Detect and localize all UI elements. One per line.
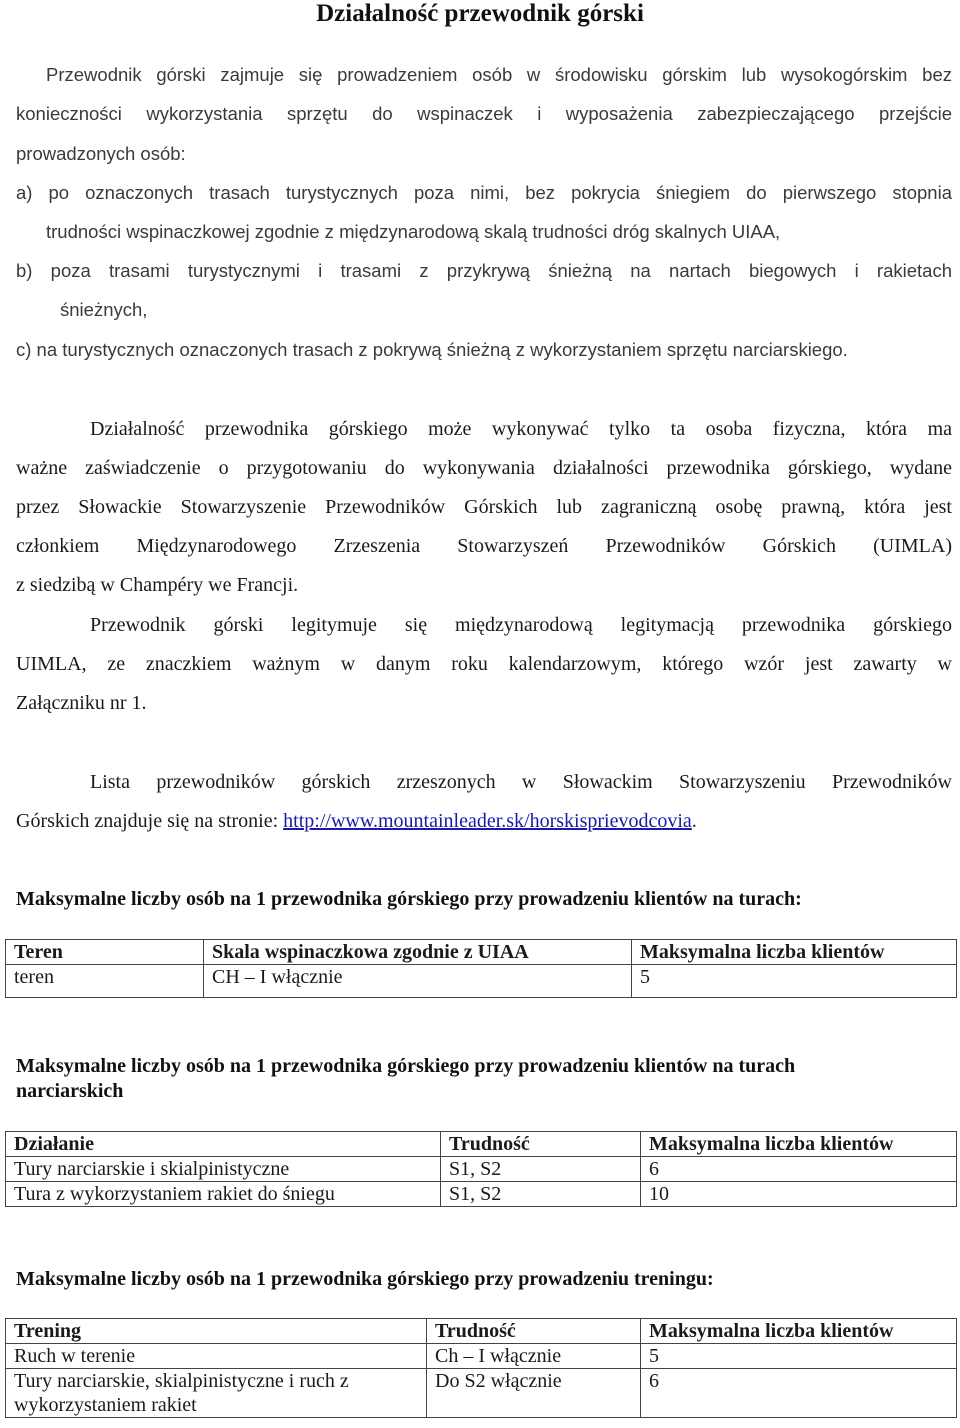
- table-row: [6, 1369, 957, 1418]
- table-header-cell: Maksymalna liczba klientów: [641, 1319, 957, 1344]
- table-cell: Tura z wykorzystaniem rakiet do śniegu: [6, 1182, 441, 1207]
- table-cell: Ch – I włącznie: [427, 1344, 641, 1369]
- table-cell: S1, S2: [441, 1157, 641, 1182]
- table-cell: Tury narciarskie, skialpinistyczne i ruch z wykorzystaniem rakiet: [6, 1369, 427, 1418]
- list-item-a-line-2: trudności wspinaczkowej zgodnie z międzynarodową skalą trudności dróg skalnych UIAA,: [46, 221, 781, 242]
- table-row: [6, 1182, 957, 1207]
- table-cell: S1, S2: [441, 1182, 641, 1207]
- table-header-cell: Trudność: [441, 1132, 641, 1157]
- table-row: [6, 1344, 957, 1369]
- table-cell: teren: [6, 965, 204, 998]
- table-cell: CH – I włącznie: [204, 965, 632, 998]
- para2-line-3: przez Słowackie Stowarzyszenie Przewodników Górskich lub zagraniczną osobę prawną, która jest: [16, 496, 952, 518]
- intro-line-1: Przewodnik górski zajmuje się prowadzeniem osób w środowisku górskim lub wysokogórskim bez: [46, 64, 952, 85]
- list-item-b-line-1: b) poza trasami turystycznymi i trasami z przykrywą śnieżną na nartach biegowych i rakietach: [16, 260, 952, 281]
- para2-line-4: członkiem Międzynarodowego Zrzeszenia Stowarzyszeń Przewodników Górskich (UIMLA): [16, 535, 952, 557]
- table-header-row: [6, 1319, 957, 1344]
- para4-line-2-prefix: Górskich znajduje się na stronie:: [16, 810, 284, 832]
- para3-line-2: UIMLA, ze znaczkiem ważnym w danym roku kalendarzowym, którego wzór jest zawarty w: [16, 653, 952, 675]
- list-item-a-line-1: a) po oznaczonych trasach turystycznych poza nimi, bez pokrycia śniegiem do pierwszego stopnia: [16, 182, 952, 203]
- table-cell: 5: [641, 1344, 957, 1369]
- para4-line-2: [16, 809, 697, 833]
- para2-line-1: Działalność przewodnika górskiego może wykonywać tylko ta osoba fizyczna, która ma: [90, 418, 952, 440]
- table-header-cell: Skala wspinaczkowa zgodnie z UIAA: [204, 940, 632, 965]
- table-header-cell: Działanie: [6, 1132, 441, 1157]
- terrain-table: [5, 939, 957, 998]
- section3-heading: Maksymalne liczby osób na 1 przewodnika górskiego przy prowadzeniu treningu:: [16, 1268, 714, 1290]
- table-header-cell: Teren: [6, 940, 204, 965]
- table-cell: 6: [641, 1157, 957, 1182]
- table-row: [6, 1157, 957, 1182]
- table-cell: 5: [632, 965, 957, 998]
- table-cell: 6: [641, 1369, 957, 1418]
- intro-line-2: konieczności wykorzystania sprzętu do wspinaczek i wyposażenia zabezpieczającego przejście: [16, 103, 952, 124]
- para2-line-5: z siedzibą w Champéry we Francji.: [16, 574, 299, 596]
- intro-line-3: prowadzonych osób:: [16, 143, 186, 164]
- section2-heading-line-2: narciarskich: [16, 1080, 124, 1102]
- table-row: [6, 965, 957, 998]
- para4-line-1: Lista przewodników górskich zrzeszonych w Słowackim Stowarzyszeniu Przewodników: [90, 771, 952, 793]
- guides-list-link[interactable]: http://www.mountainleader.sk/horskisprievodcovia: [283, 810, 692, 832]
- table-header-row: [6, 1132, 957, 1157]
- table-cell: Ruch w terenie: [6, 1344, 427, 1369]
- para3-line-1: Przewodnik górski legitymuje się międzynarodową legitymacją przewodnika górskiego: [90, 614, 952, 636]
- table-header-row: [6, 940, 957, 965]
- ski-tours-table: [5, 1131, 957, 1207]
- table-header-cell: Maksymalna liczba klientów: [641, 1132, 957, 1157]
- table-cell: Tury narciarskie i skialpinistyczne: [6, 1157, 441, 1182]
- table-header-cell: Trudność: [427, 1319, 641, 1344]
- list-item-b-line-2: śnieżnych,: [60, 299, 148, 320]
- table-cell: Do S2 włącznie: [427, 1369, 641, 1418]
- list-item-c: c) na turystycznych oznaczonych trasach z pokrywą śnieżną z wykorzystaniem sprzętu narciarskiego.: [16, 339, 848, 360]
- para2-line-2: ważne zaświadczenie o przygotowaniu do wykonywania działalności przewodnika górskiego, wydane: [16, 457, 952, 479]
- para3-line-3: Załączniku nr 1.: [16, 692, 147, 714]
- para4-line-2-suffix: .: [691, 810, 697, 832]
- table-header-cell: Maksymalna liczba klientów: [632, 940, 957, 965]
- training-table: [5, 1318, 957, 1418]
- page-title: Działalność przewodnik górski: [316, 0, 644, 27]
- table-cell: 10: [641, 1182, 957, 1207]
- section2-heading-line-1: Maksymalne liczby osób na 1 przewodnika górskiego przy prowadzeniu klientów na turach: [16, 1055, 796, 1077]
- table-header-cell: Trening: [6, 1319, 427, 1344]
- section1-heading: Maksymalne liczby osób na 1 przewodnika górskiego przy prowadzeniu klientów na turach:: [16, 888, 802, 910]
